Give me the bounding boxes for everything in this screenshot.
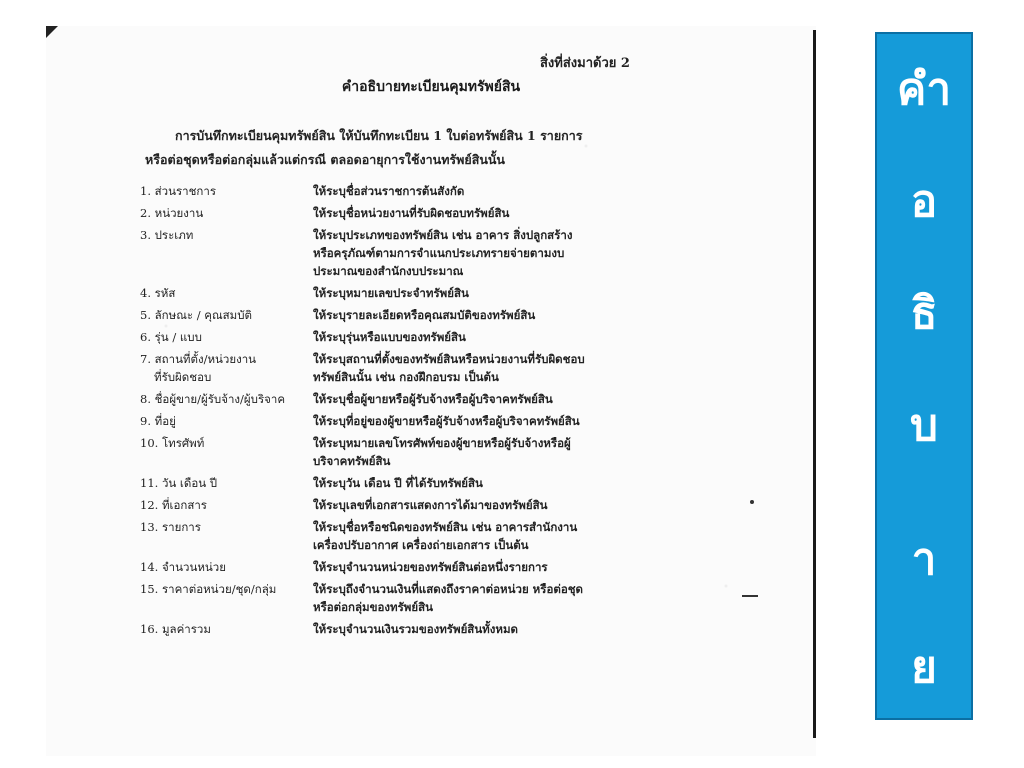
- document-title: คำอธิบายทะเบียนคุมทรัพย์สิน: [341, 79, 521, 95]
- field-description: [313, 558, 680, 576]
- field-term: [140, 350, 313, 386]
- description-line: ให้ระบุถึงจำนวนเงินที่แสดงถึงราคาต่อหน่วย หรือต่อชุด: [313, 582, 583, 596]
- field-term: 1. ส่วนราชการ: [140, 184, 217, 198]
- description-line: ให้ระบุจำนวนหน่วยของทรัพย์สินต่อหนึ่งรายการ: [313, 560, 548, 574]
- field-description: [313, 412, 680, 430]
- field-item: [140, 580, 680, 616]
- field-term: 10. โทรศัพท์: [140, 436, 205, 450]
- field-item: [140, 226, 680, 280]
- field-item: [140, 204, 680, 222]
- field-term: 14. จำนวนหน่วย: [140, 560, 226, 574]
- field-term: 15. ราคาต่อหน่วย/ชุด/กลุ่ม: [140, 582, 277, 596]
- banner-character: บ: [910, 400, 938, 451]
- field-item: [140, 558, 680, 576]
- description-line: หรือครุภัณฑ์ตามการจำแนกประเภทรายจ่ายตามงบ: [313, 246, 565, 260]
- field-term: 5. ลักษณะ / คุณสมบัติ: [140, 308, 252, 322]
- description-line: ให้ระบุชื่อหรือชนิดของทรัพย์สิน เช่น อาคารสำนักงาน: [313, 520, 578, 534]
- field-description: [313, 518, 680, 554]
- description-line: ให้ระบุที่อยู่ของผู้ขายหรือผู้รับจ้างหรือผู้บริจาคทรัพย์สิน: [313, 414, 580, 428]
- field-description: [313, 350, 680, 386]
- description-line: บริจาคทรัพย์สิน: [313, 454, 391, 468]
- field-description: [313, 182, 680, 200]
- field-description: [313, 496, 680, 514]
- intro-line-1: การบันทึกทะเบียนคุมทรัพย์สิน ให้บันทึกทะเบียน 1 ใบต่อทรัพย์สิน 1 รายการ: [175, 128, 583, 143]
- field-term: 11. วัน เดือน ปี: [140, 476, 218, 490]
- field-item: [140, 518, 680, 554]
- description-line: ให้ระบุวัน เดือน ปี ที่ได้รับทรัพย์สิน: [313, 476, 483, 490]
- field-term-line: ที่รับผิดชอบ: [154, 370, 212, 384]
- field-term: 3. ประเภท: [140, 228, 194, 242]
- intro-paragraph: [145, 124, 665, 172]
- field-description: [313, 204, 680, 222]
- description-line: ให้ระบุหมายเลขโทรศัพท์ของผู้ขายหรือผู้รับจ้างหรือผู้: [313, 436, 571, 450]
- intro-line-2: หรือต่อชุดหรือต่อกลุ่มแล้วแต่กรณี ตลอดอายุการใช้งานทรัพย์สินนั้น: [145, 152, 505, 167]
- description-line: ให้ระบุชื่อผู้ขายหรือผู้รับจ้างหรือผู้บริจาคทรัพย์สิน: [313, 392, 553, 406]
- description-line: ให้ระบุชื่อหน่วยงานที่รับผิดชอบทรัพย์สิน: [313, 206, 510, 220]
- vertical-title-banner: [875, 32, 973, 720]
- field-item: [140, 328, 680, 346]
- field-item: [140, 474, 680, 492]
- field-term: 8. ชื่อผู้ขาย/ผู้รับจ้าง/ผู้บริจาค: [140, 392, 286, 406]
- description-line: ให้ระบุชื่อส่วนราชการต้นสังกัด: [313, 184, 465, 198]
- field-item: [140, 434, 680, 470]
- field-description: [313, 226, 680, 280]
- scan-corner-mark: [46, 26, 58, 38]
- banner-character: ย: [911, 642, 937, 693]
- field-term: 16. มูลค่ารวม: [140, 622, 211, 636]
- field-description: [313, 474, 680, 492]
- field-term: 4. รหัส: [140, 286, 176, 300]
- field-term: 12. ที่เอกสาร: [140, 498, 207, 512]
- scan-artifact-dash: [742, 595, 758, 597]
- field-term: 6. รุ่น / แบบ: [140, 330, 202, 344]
- description-line: หรือต่อกลุ่มของทรัพย์สิน: [313, 600, 433, 614]
- field-item: [140, 620, 680, 638]
- banner-character: ธิ: [910, 288, 938, 339]
- description-line: ให้ระบุรุ่นหรือแบบของทรัพย์สิน: [313, 330, 466, 344]
- field-description: [313, 284, 680, 302]
- description-line: ให้ระบุหมายเลขประจำทรัพย์สิน: [313, 286, 469, 300]
- field-item: [140, 412, 680, 430]
- field-item: [140, 350, 680, 386]
- field-list: [140, 182, 680, 642]
- description-line: ให้ระบุสถานที่ตั้งของทรัพย์สินหรือหน่วยงานที่รับผิดชอบ: [313, 352, 585, 366]
- field-description: [313, 390, 680, 408]
- field-item: [140, 182, 680, 200]
- description-line: เครื่องปรับอากาศ เครื่องถ่ายเอกสาร เป็นต้น: [313, 538, 529, 552]
- field-item: [140, 390, 680, 408]
- field-term: 9. ที่อยู่: [140, 414, 176, 428]
- field-item: [140, 284, 680, 302]
- banner-character: า: [911, 534, 937, 585]
- description-line: ให้ระบุเลขที่เอกสารแสดงการได้มาของทรัพย์สิน: [313, 498, 548, 512]
- description-line: ประมาณของสำนักงบประมาณ: [313, 264, 464, 278]
- description-line: ให้ระบุจำนวนเงินรวมของทรัพย์สินทั้งหมด: [313, 622, 519, 636]
- banner-character: อ: [910, 176, 938, 227]
- description-line: ให้ระบุรายละเอียดหรือคุณสมบัติของทรัพย์สิน: [313, 308, 536, 322]
- field-description: [313, 328, 680, 346]
- field-description: [313, 580, 680, 616]
- field-term-line: 7. สถานที่ตั้ง/หน่วยงาน: [140, 352, 257, 366]
- field-term: 13. รายการ: [140, 520, 201, 534]
- field-description: [313, 434, 680, 470]
- attachment-label: สิ่งที่ส่งมาด้วย 2: [540, 56, 630, 71]
- field-description: [313, 620, 680, 638]
- field-description: [313, 306, 680, 324]
- description-line: ให้ระบุประเภทของทรัพย์สิน เช่น อาคาร สิ่งปลูกสร้าง: [313, 228, 573, 242]
- field-term: 2. หน่วยงาน: [140, 206, 204, 220]
- field-item: [140, 306, 680, 324]
- banner-character: คำ: [896, 64, 952, 115]
- scan-artifact-dot: [750, 500, 754, 504]
- field-item: [140, 496, 680, 514]
- description-line: ทรัพย์สินนั้น เช่น กองฝึกอบรม เป็นต้น: [313, 370, 499, 384]
- page-edge-line: [813, 30, 816, 738]
